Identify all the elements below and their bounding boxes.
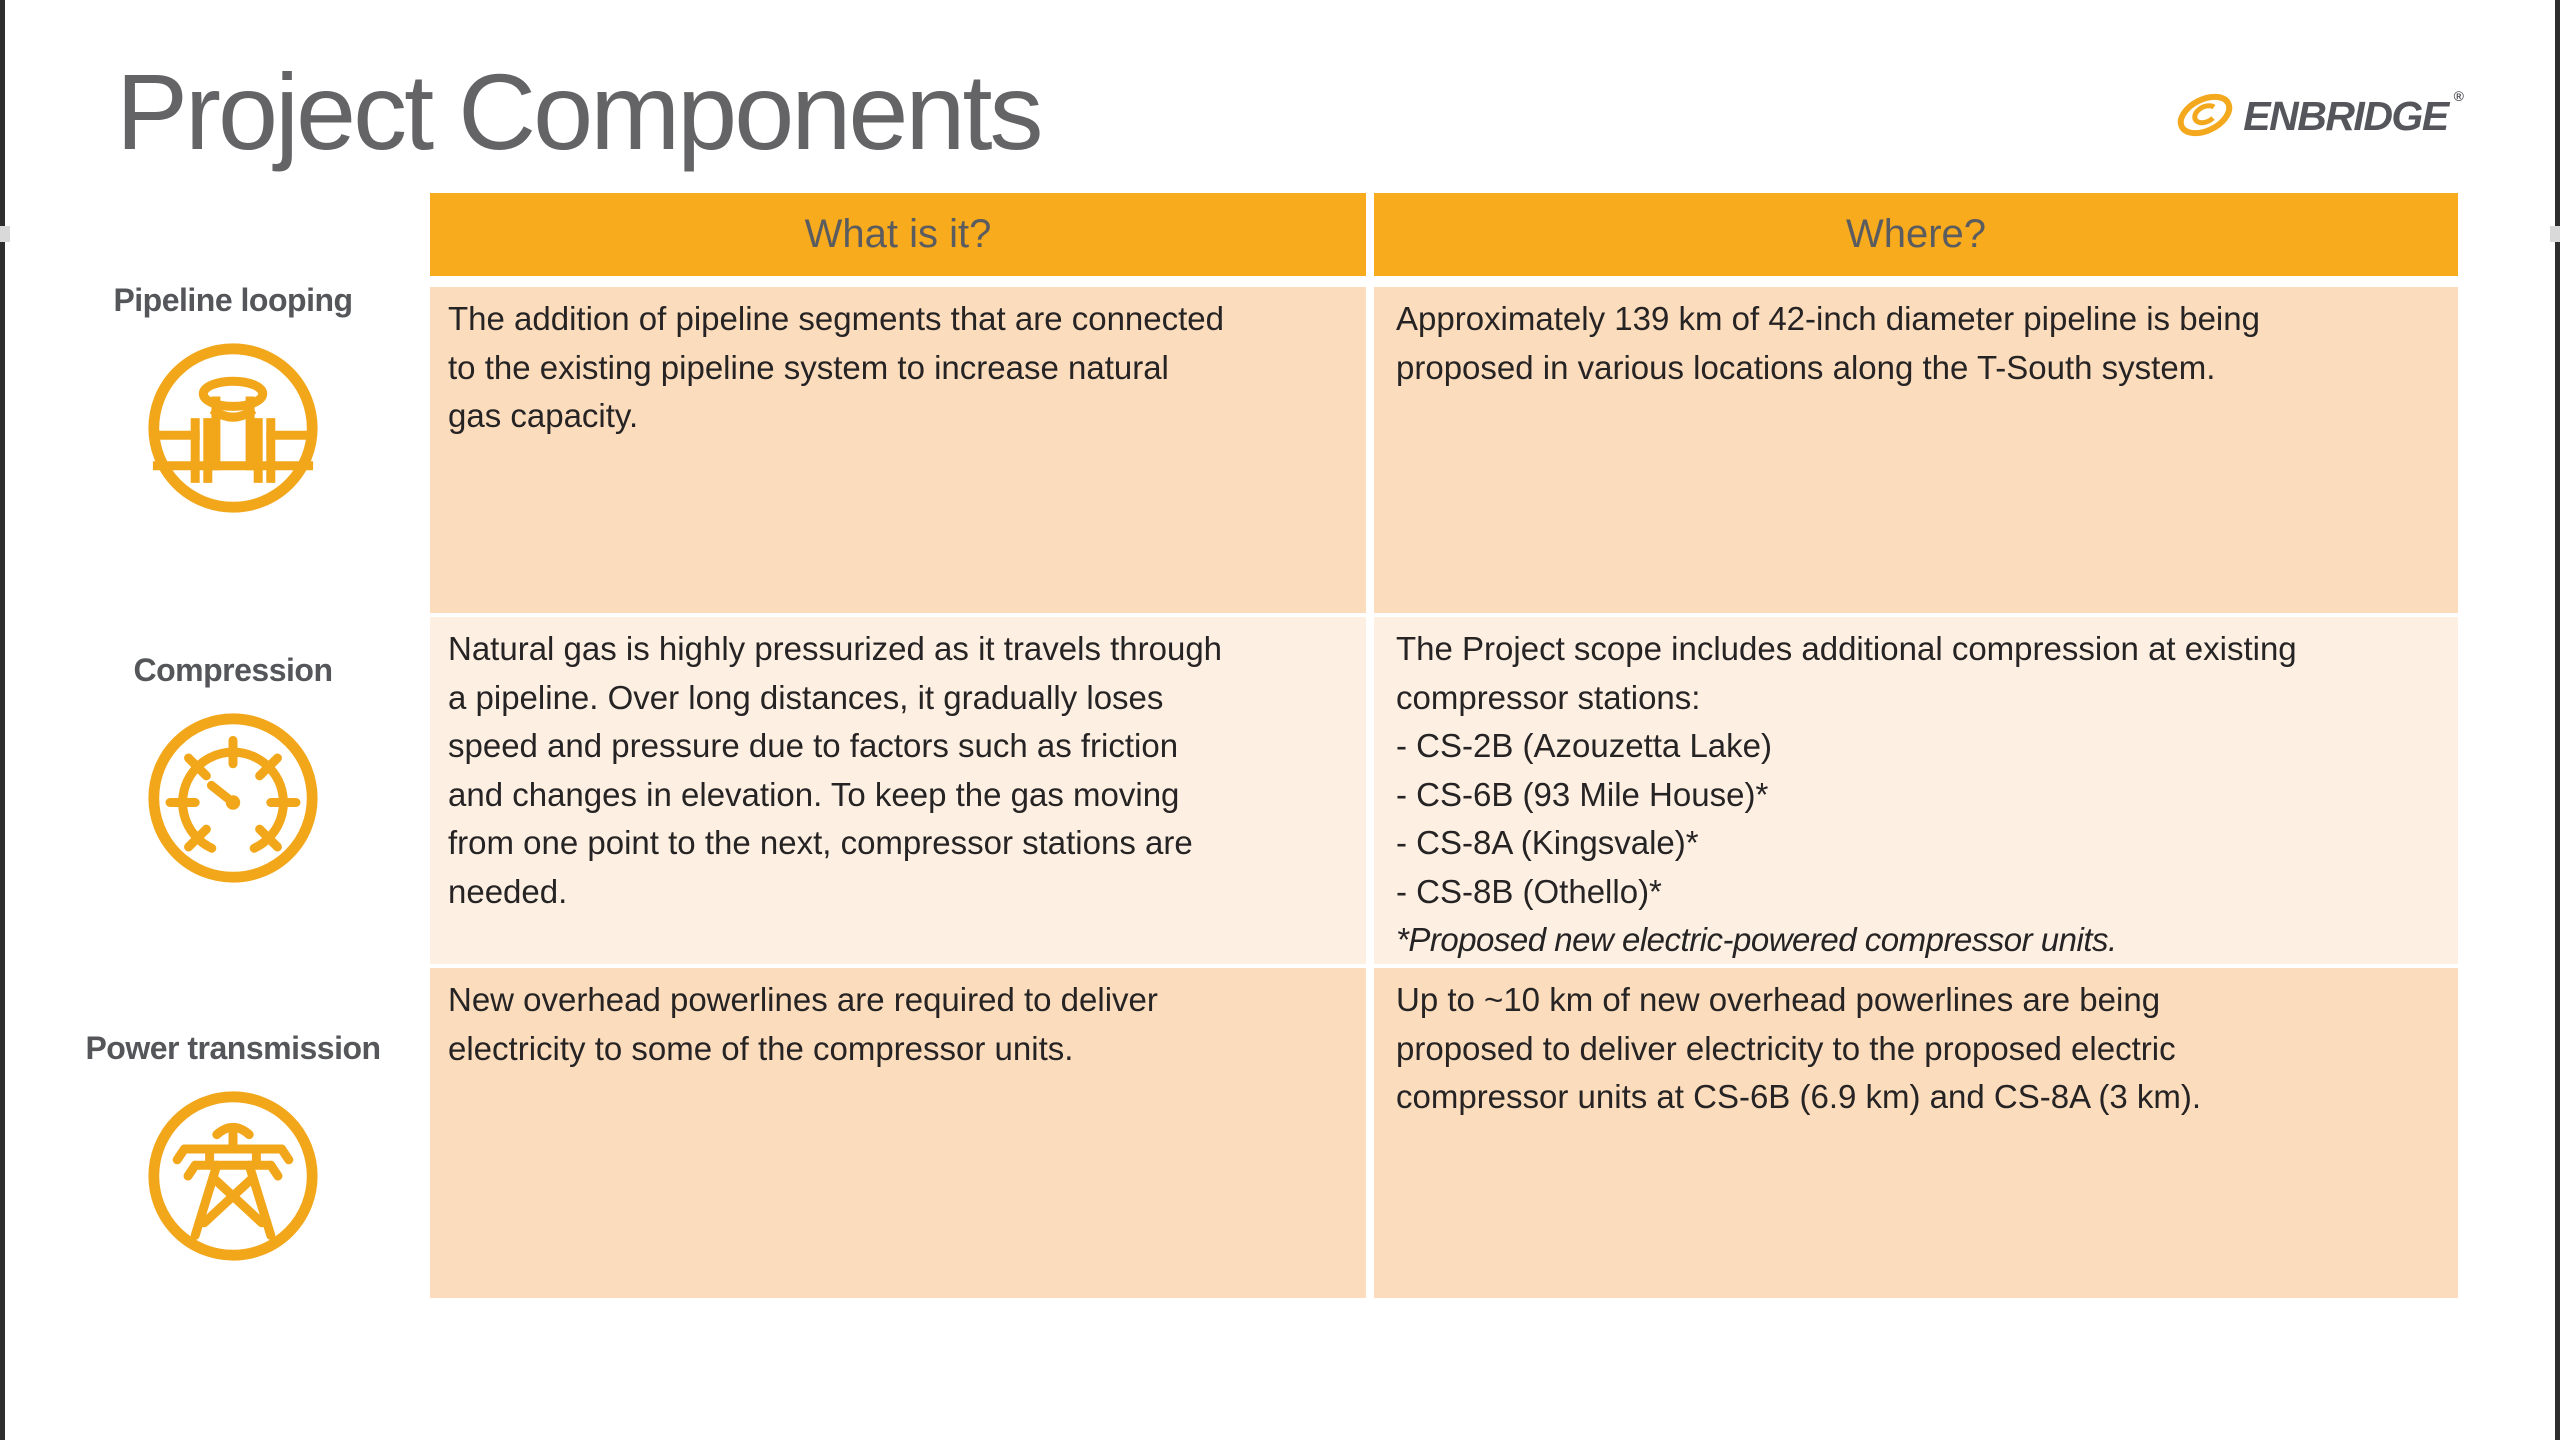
cell-pipeline-where: Approximately 139 km of 42-inch diameter pipeline is being proposed in various locations along the T-South system. bbox=[1374, 287, 2458, 613]
row-label-compression: Compression bbox=[133, 652, 333, 688]
column-header-what: What is it? bbox=[430, 193, 1366, 276]
row-label-pipeline-looping: Pipeline looping bbox=[113, 282, 353, 318]
cell-power-where: Up to ~10 km of new overhead powerlines are being proposed to deliver electricity to the proposed electric compressor units at CS-6B (6.9 km) and CS-8A (3 km). bbox=[1374, 968, 2458, 1298]
right-edge-line bbox=[2555, 0, 2560, 1440]
left-edge-line bbox=[0, 0, 5, 1440]
registered-mark: ® bbox=[2453, 88, 2464, 104]
cell-compression-where: The Project scope includes additional compression at existing compressor stations: - CS-2B (Azouzetta Lake) - CS-6B (93 Mile House)* - CS-8A (Kingsvale)* - CS-8B (Othello)* *Proposed new electric-powered compressor units. bbox=[1374, 617, 2458, 964]
right-edge-notch bbox=[2550, 226, 2560, 242]
cell-pipeline-what: The addition of pipeline segments that are connected to the existing pipeline system to increase natural gas capacity. bbox=[430, 287, 1366, 613]
cell-compression-what: Natural gas is highly pressurized as it travels through a pipeline. Over long distances, it gradually loses speed and pressure due to factors such as friction and changes in elevation. To keep the gas moving from one point to the next, compressor stations are needed. bbox=[430, 617, 1366, 964]
column-header-where: Where? bbox=[1374, 193, 2458, 276]
row-group-compression bbox=[53, 650, 413, 888]
pressure-gauge-icon bbox=[143, 708, 323, 888]
page-title: Project Components bbox=[116, 51, 1041, 172]
enbridge-wordmark: ENBRIDGE bbox=[2243, 92, 2448, 139]
pipeline-fitting-icon bbox=[143, 338, 323, 518]
transmission-tower-icon bbox=[143, 1086, 323, 1266]
row-group-pipeline-looping bbox=[53, 280, 413, 518]
left-edge-notch bbox=[0, 226, 10, 242]
enbridge-swirl-icon bbox=[2173, 86, 2237, 146]
enbridge-logo bbox=[2173, 86, 2464, 146]
row-group-power-transmission bbox=[53, 1028, 413, 1266]
cell-power-what: New overhead powerlines are required to deliver electricity to some of the compressor units. bbox=[430, 968, 1366, 1298]
row-label-power-transmission: Power transmission bbox=[85, 1030, 381, 1066]
